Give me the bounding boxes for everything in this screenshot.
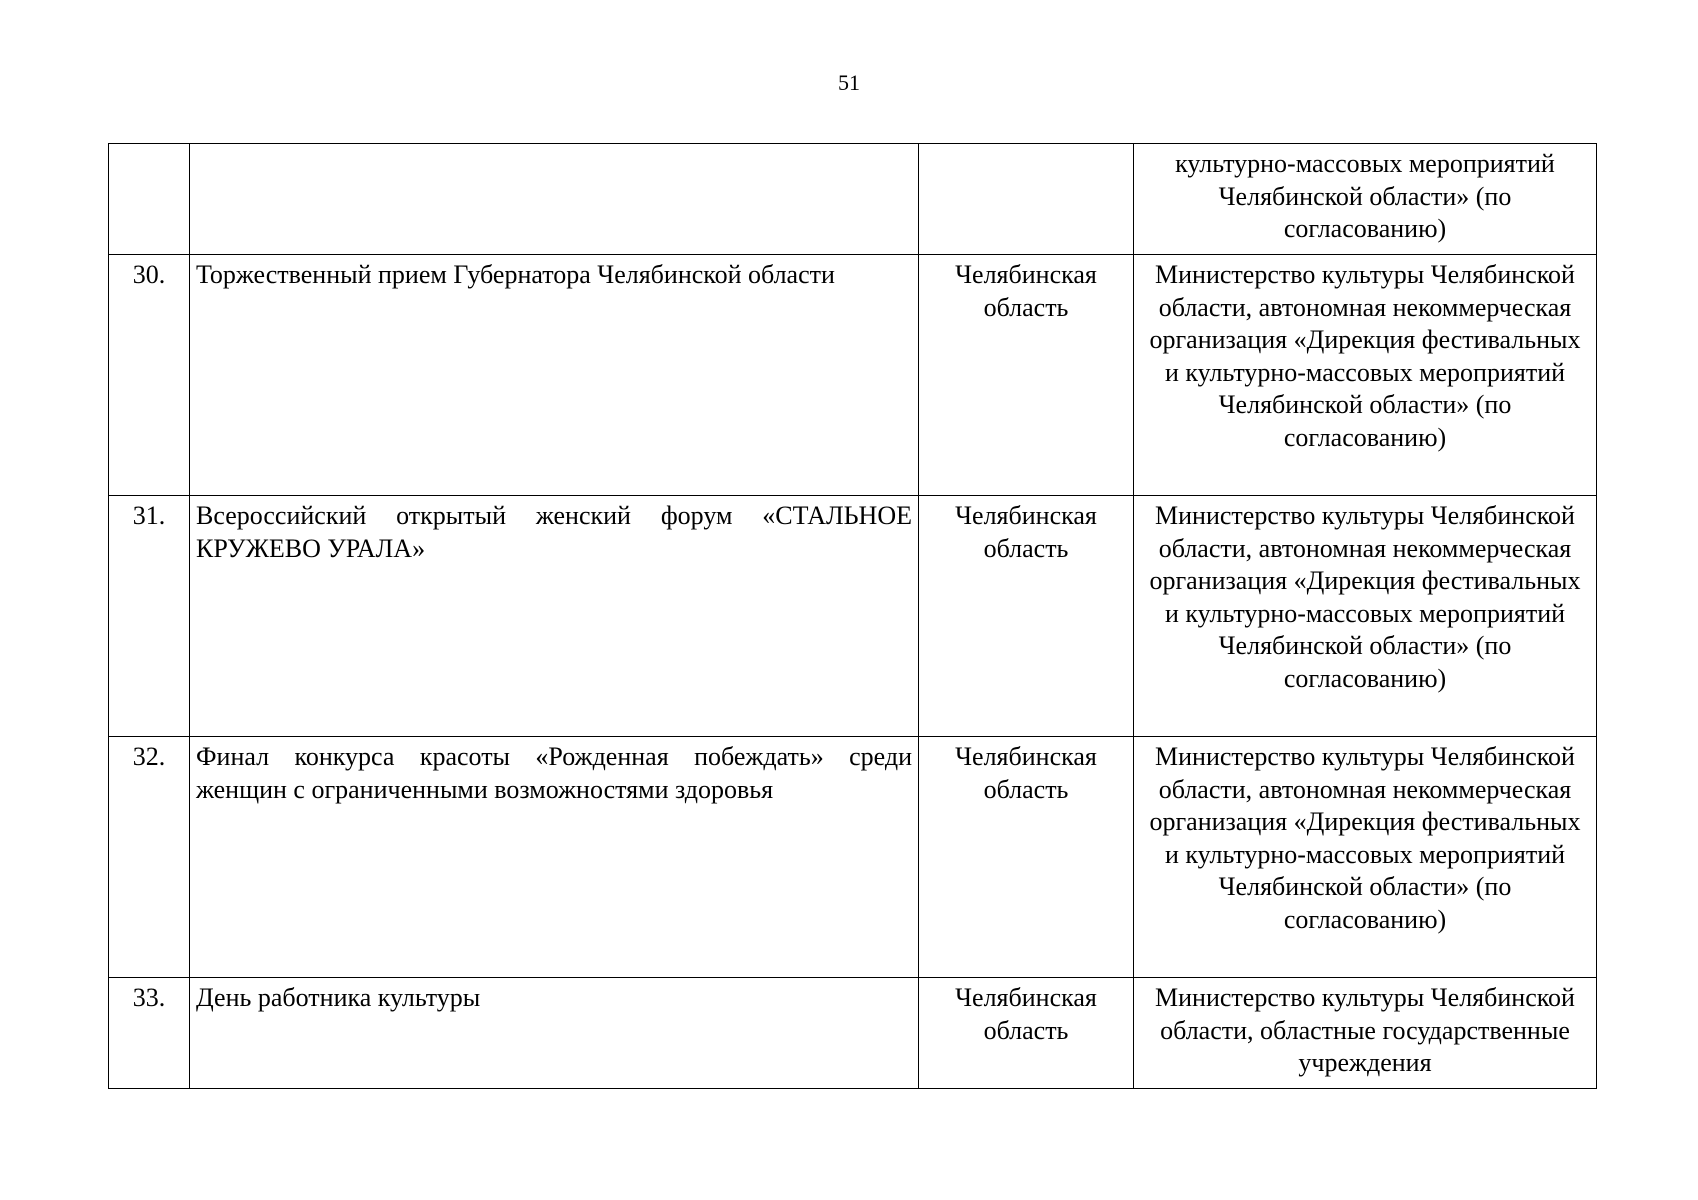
table-row (109, 978, 1597, 1089)
table-row (109, 144, 1597, 255)
row-number: 32. (109, 737, 190, 978)
event-name: Всероссийский открытый женский форум «СТАЛЬНОЕ КРУЖЕВО УРАЛА» (190, 496, 919, 737)
event-place (919, 144, 1134, 255)
event-organizer: Министерство культуры Челябинской области, автономная некоммерческая организация «Дирекция фестивальных и культурно-массовых мероприятий Челябинской области» (по согласованию) (1134, 496, 1597, 737)
event-organizer: Министерство культуры Челябинской области, автономная некоммерческая организация «Дирекция фестивальных и культурно-массовых мероприятий Челябинской области» (по согласованию) (1134, 737, 1597, 978)
row-number: 30. (109, 255, 190, 496)
table-row (109, 496, 1597, 737)
event-place: Челябинская область (919, 737, 1134, 978)
event-organizer: культурно-массовых мероприятий Челябинской области» (по согласованию) (1134, 144, 1597, 255)
event-name (190, 144, 919, 255)
event-organizer: Министерство культуры Челябинской области, областные государственные учреждения (1134, 978, 1597, 1089)
event-name: Торжественный прием Губернатора Челябинской области (190, 255, 919, 496)
event-organizer: Министерство культуры Челябинской области, автономная некоммерческая организация «Дирекция фестивальных и культурно-массовых мероприятий Челябинской области» (по согласованию) (1134, 255, 1597, 496)
events-table (108, 143, 1597, 1089)
event-place: Челябинская область (919, 978, 1134, 1089)
table-row (109, 255, 1597, 496)
row-number (109, 144, 190, 255)
event-place: Челябинская область (919, 255, 1134, 496)
page-number: 51 (838, 70, 860, 95)
table-row (109, 737, 1597, 978)
row-number: 31. (109, 496, 190, 737)
event-place: Челябинская область (919, 496, 1134, 737)
event-name: День работника культуры (190, 978, 919, 1089)
event-name: Финал конкурса красоты «Рожденная побеждать» среди женщин с ограниченными возможностями здоровья (190, 737, 919, 978)
row-number: 33. (109, 978, 190, 1089)
